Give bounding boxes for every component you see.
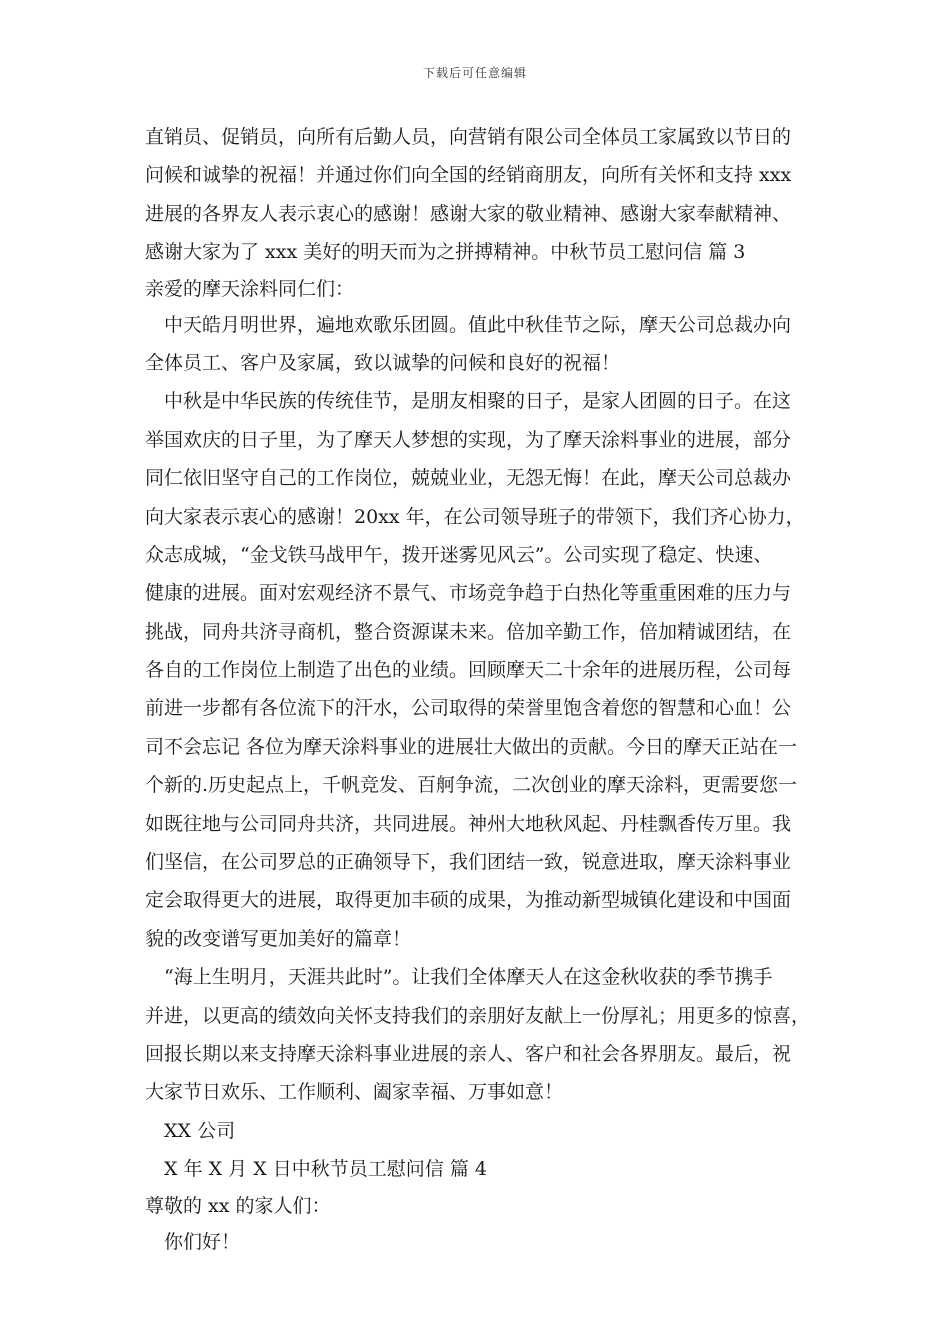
text-line: 貌的改变谱写更加美好的篇章！	[145, 927, 412, 950]
text-line: 亲爱的摩天涂料同仁们：	[145, 277, 355, 300]
text-line: 同仁依旧坚守自己的工作岗位，兢兢业业，无怨无悔！在此，摩天公司总裁办	[145, 467, 792, 490]
text-line: 中秋是中华民族的传统佳节，是朋友相聚的日子，是家人团圆的日子。在这	[164, 390, 792, 413]
text-line: 众志成城，“金戈铁马战甲午，拨开迷雾见风云”。公司实现了稳定、快速、	[145, 543, 773, 566]
text-line: 进展的各界友人表示衷心的感谢！感谢大家的敬业精神、感谢大家奉献精神、	[145, 202, 792, 225]
text-line: 各自的工作岗位上制造了出色的业绩。回顾摩天二十余年的进展历程，公司每	[145, 659, 792, 682]
text-line: 尊敬的 xx 的家人们：	[145, 1194, 331, 1217]
text-line: 前进一步都有各位流下的汗水，公司取得的荣誉里饱含着您的智慧和心血！公	[145, 697, 792, 720]
text-line: 直销员、促销员，向所有后勤人员，向营销有限公司全体员工家属致以节日的	[145, 126, 792, 148]
text-line: 回报长期以来支持摩天涂料事业进展的亲人、客户和社会各界朋友。最后，祝	[145, 1042, 792, 1065]
text-line: 中天皓月明世界，遍地欢歌乐团圆。值此中秋佳节之际，摩天公司总裁办向	[164, 313, 792, 336]
text-line: 举国欢庆的日子里，为了摩天人梦想的实现，为了摩天涂料事业的进展，部分	[145, 428, 792, 451]
text-line: 大家节日欢乐、工作顺利、阖家幸福、万事如意！	[145, 1081, 564, 1104]
text-line: 挑战，同舟共济寻商机，整合资源谋未来。倍加辛勤工作，倍加精诚团结，在	[145, 620, 792, 643]
text-line: 个新的.历史起点上，千帆竞发、百舸争流，二次创业的摩天涂料，更需要您一	[145, 774, 798, 797]
text-line: 定会取得更大的进展，取得更加丰硕的成果，为推动新型城镇化建设和中国面	[145, 889, 792, 912]
text-line: 如既往地与公司同舟共济，共同进展。神州大地秋风起、丹桂飘香传万里。我	[145, 812, 792, 835]
text-line: 们坚信，在公司罗总的正确领导下，我们团结一致，锐意进取，摩天涂料事业	[145, 851, 792, 874]
text-line: XX 公司	[164, 1119, 236, 1142]
text-line: 全体员工、客户及家属，致以诚挚的问候和良好的祝福！	[145, 351, 621, 374]
text-line: X 年 X 月 X 日中秋节员工慰问信 篇 4	[164, 1158, 487, 1181]
text-line: “海上生明月，天涯共此时”。让我们全体摩天人在这金秋收获的季节携手	[164, 966, 773, 989]
text-line: 问候和诚挚的祝福！并通过你们向全国的经销商朋友，向所有关怀和支持 xxx	[145, 164, 792, 187]
text-line: 健康的进展。面对宏观经济不景气、市场竞争趋于白热化等重重困难的压力与	[145, 582, 792, 605]
document-body	[145, 118, 835, 1261]
text-line: 感谢大家为了 xxx 美好的明天而为之拼搏精神。中秋节员工慰问信 篇 3	[145, 241, 746, 264]
page-header-note: 下载后可任意编辑	[422, 66, 527, 80]
text-line: 司不会忘记 各位为摩天涂料事业的进展壮大做出的贡献。今日的摩天正站在一	[145, 735, 798, 758]
text-line: 向大家表示衷心的感谢！20xx 年，在公司领导班子的带领下，我们齐心协力，	[145, 505, 805, 528]
text-line: 并进，以更高的绩效向关怀支持我们的亲朋好友献上一份厚礼；用更多的惊喜，	[145, 1004, 811, 1027]
text-line: 你们好！	[164, 1230, 241, 1253]
